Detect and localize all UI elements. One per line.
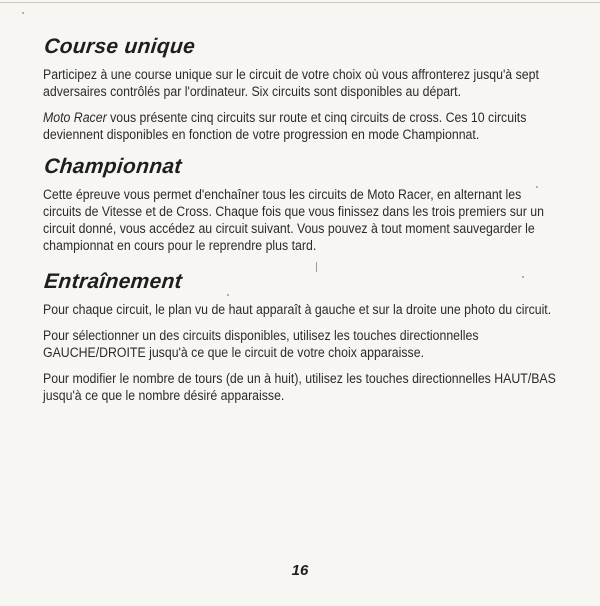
scan-speck xyxy=(22,12,24,14)
paragraph-entrainement-plan: Pour chaque circuit, le plan vu de haut apparaît à gauche et sur la droite une photo du circuit. xyxy=(43,302,552,317)
top-edge-line xyxy=(0,2,600,3)
paragraph-course-unique-circuits-text: vous présente cinq circuits sur route et cinq circuits de cross. Ces 10 circuits deviennent disponibles en fonction de votre progression en mode Championnat. xyxy=(43,110,527,142)
section-championnat xyxy=(43,155,568,263)
game-title-emphasis: Moto Racer xyxy=(43,110,107,125)
paragraph-course-unique-intro: Participez à une course unique sur le circuit de votre choix où vous affronterez jusqu'à sept adversaires contrôlés par l'ordinateur. Six circuits sont disponibles au départ. xyxy=(43,67,539,99)
section-course-unique xyxy=(43,35,568,152)
section-title-course-unique: Course unique xyxy=(43,35,197,58)
page-number: 16 xyxy=(291,562,309,579)
section-entrainement xyxy=(43,270,568,413)
section-title-entrainement: Entraînement xyxy=(43,270,184,293)
paragraph-entrainement-laps: Pour modifier le nombre de tours (de un à huit), utilisez les touches directionnelles HAUT/BAS jusqu'à ce que le nombre désiré apparaisse. xyxy=(43,371,556,403)
paragraph-championnat: Cette épreuve vous permet d'enchaîner tous les circuits de Moto Racer, en alternant les circuits de Vitesse et de Cross. Chaque fois que vous finissez dans les trois premiers sur un circuit donné, vous accédez au circuit suivant. Vous pouvez à tout moment sauvegarder le championnat en cours pour le reprendre plus tard. xyxy=(43,187,544,253)
paragraph-entrainement-select: Pour sélectionner un des circuits disponibles, utilisez les touches directionnelles GAUCHE/DROITE jusqu'à ce que le circuit de votre choix apparaisse. xyxy=(43,328,479,360)
scan-speck xyxy=(522,276,524,278)
scan-speck xyxy=(536,186,538,188)
scan-speck xyxy=(316,262,317,272)
section-title-championnat: Championnat xyxy=(43,155,183,178)
paragraph-course-unique-circuits xyxy=(43,109,563,143)
scan-speck xyxy=(227,294,229,296)
